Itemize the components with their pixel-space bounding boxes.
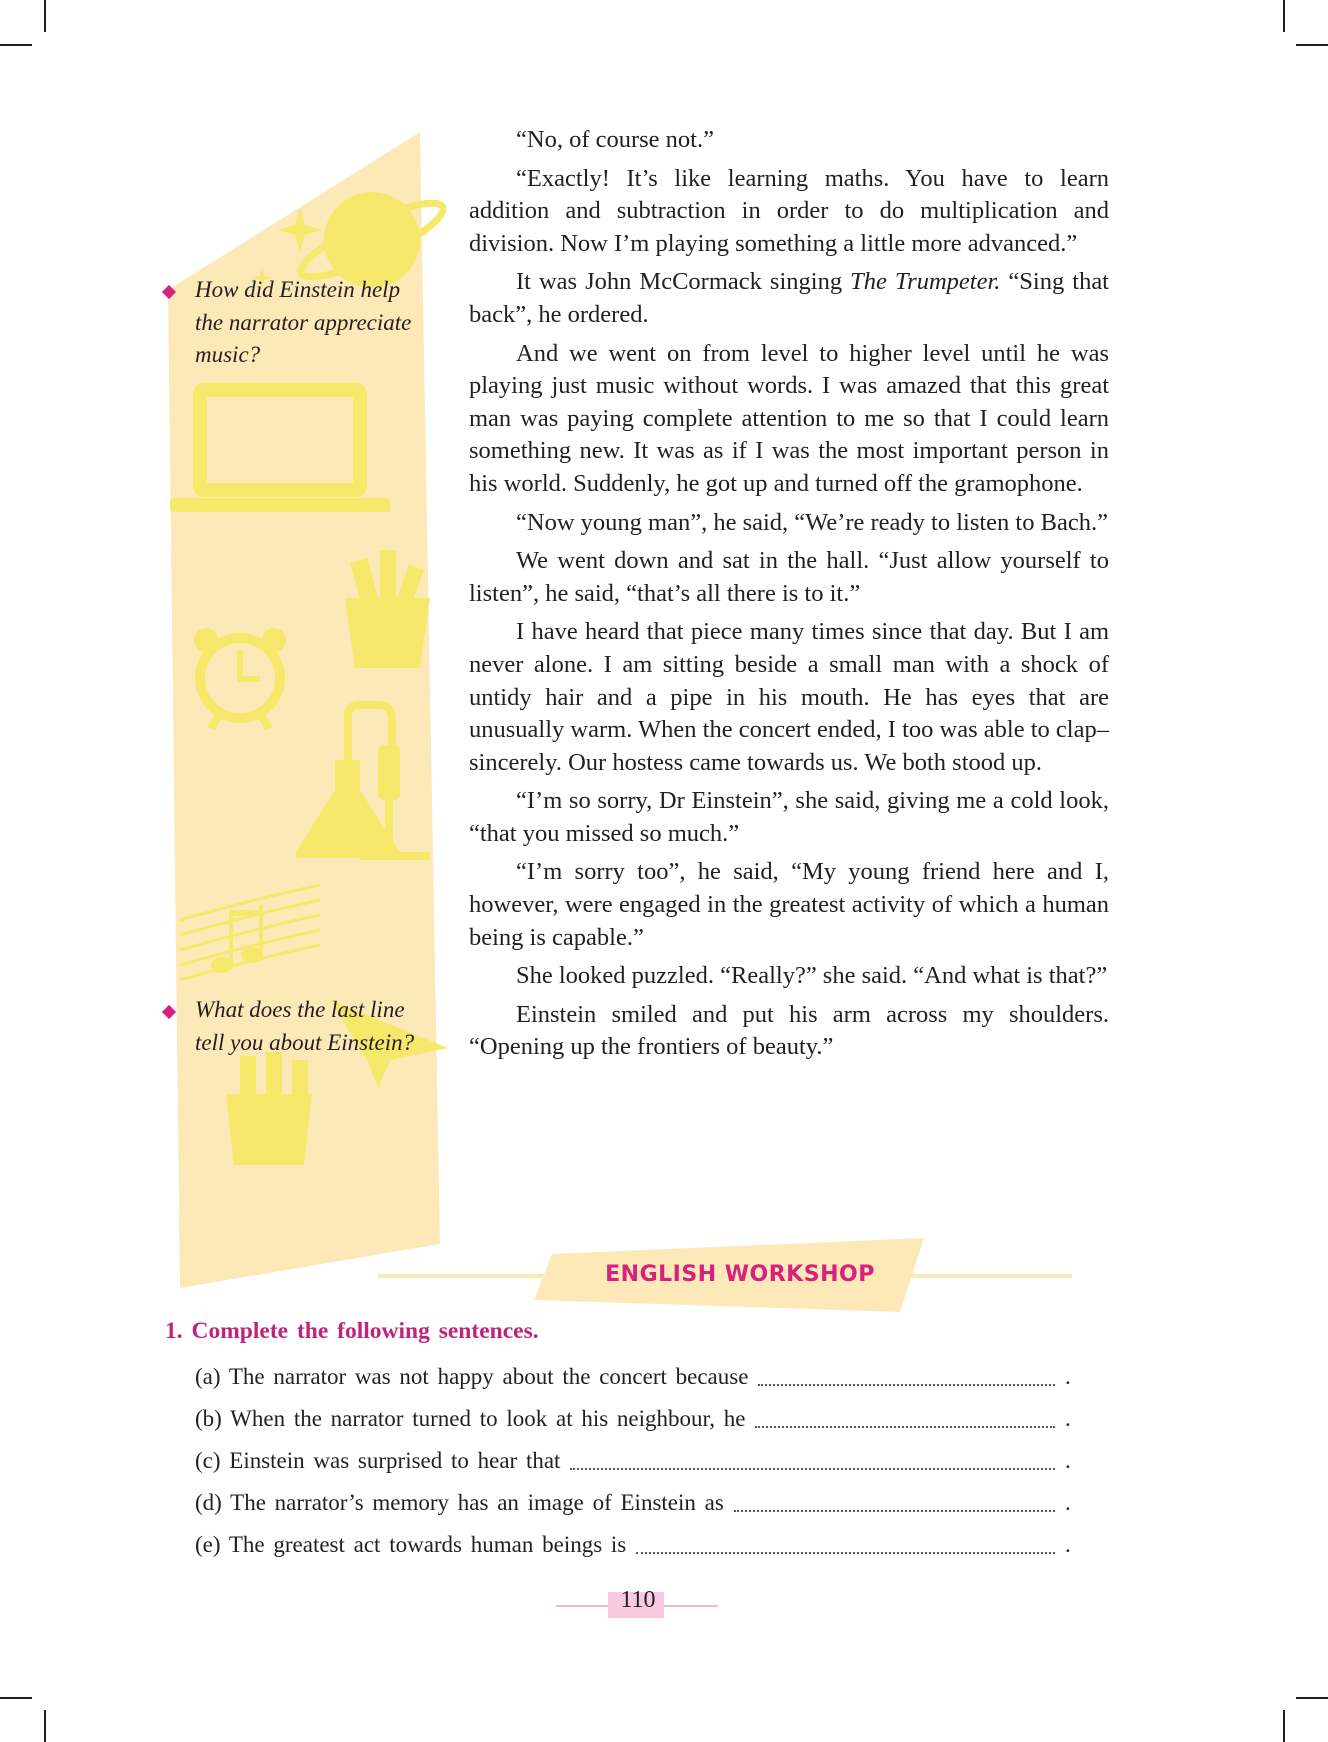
exercise-item — [195, 1444, 1075, 1478]
answer-blank[interactable] — [570, 1448, 1055, 1470]
story-paragraph: “I’m sorry too”, he said, “My young friend here and I, however, were engaged in the greatest activity of which a human being is capable.” — [469, 858, 1109, 951]
story-fragment: It was John McCormack singing — [516, 268, 843, 296]
story-text — [469, 124, 1109, 1070]
side-question-text: How did Einstein help the narrator appreciate music? — [195, 277, 412, 367]
song-title: The Trumpeter. — [850, 268, 1001, 296]
answer-blank[interactable] — [636, 1532, 1055, 1554]
exercise-item — [195, 1360, 1075, 1394]
story-paragraph: We went down and sat in the hall. “Just allow yourself to listen”, he said, “that’s all there is to it.” — [469, 547, 1109, 607]
side-question — [166, 994, 416, 1059]
exercise-item — [195, 1402, 1075, 1436]
exercise-prompt: (c) Einstein was surprised to hear that — [195, 1448, 561, 1473]
story-paragraph: And we went on from level to higher level until he was playing just music without words. I was amazed that this great man was paying complete attention to me so that I could learn something new. It was as if I was the most important person in his world. Suddenly, he got up and turned off the gramophone. — [469, 339, 1109, 497]
exercise-item — [195, 1486, 1075, 1520]
exercise-prompt: (a) The narrator was not happy about the concert because — [195, 1364, 749, 1389]
answer-blank[interactable] — [758, 1364, 1055, 1386]
end-mark: . — [1065, 1406, 1071, 1431]
end-mark: . — [1065, 1364, 1071, 1389]
exercise-item — [195, 1528, 1075, 1562]
end-mark: . — [1065, 1448, 1071, 1473]
story-paragraph: She looked puzzled. “Really?” she said. “And what is that?” — [516, 962, 1108, 990]
exercise-prompt: (e) The greatest act towards human beings is — [195, 1532, 627, 1557]
answer-blank[interactable] — [734, 1490, 1055, 1512]
side-question — [166, 274, 416, 372]
story-paragraph — [469, 266, 1109, 331]
end-mark: . — [1065, 1490, 1071, 1515]
story-paragraph: “I’m so sorry, Dr Einstein”, she said, giving me a cold look, “that you missed so much.” — [469, 787, 1109, 847]
story-fragment: “Sing that back”, he ordered. — [469, 268, 1109, 328]
story-paragraph: I have heard that piece many times since that day. But I am never alone. I am sitting beside a small man with a shock of untidy hair and a pipe in his mouth. He has eyes that are unusually warm. When the concert ended, I too was able to clap–sincerely. Our hostess came towards us. We both stood up. — [469, 618, 1109, 776]
page-number: 110 — [620, 1587, 656, 1613]
exercise-prompt: (d) The narrator’s memory has an image of Einstein as — [195, 1490, 724, 1515]
exercise-prompt: (b) When the narrator turned to look at his neighbour, he — [195, 1406, 746, 1431]
story-paragraph: “Exactly! It’s like learning maths. You have to learn addition and subtraction in order to do multiplication and division. Now I’m playing something a little more advanced.” — [469, 164, 1109, 257]
exercise-heading: 1. Complete the following sentences. — [165, 1318, 539, 1344]
story-paragraph: “No, of course not.” — [516, 126, 714, 153]
side-question-text: What does the last line tell you about Einstein? — [195, 997, 415, 1055]
story-paragraph: Einstein smiled and put his arm across my shoulders. “Opening up the frontiers of beauty.” — [469, 1000, 1109, 1061]
pencil-cup-icon — [345, 550, 430, 668]
end-mark: . — [1065, 1532, 1071, 1557]
answer-blank[interactable] — [755, 1406, 1055, 1428]
story-paragraph: “Now young man”, he said, “We’re ready to listen to Bach.” — [516, 508, 1108, 536]
workshop-title: ENGLISH WORKSHOP — [605, 1262, 875, 1287]
